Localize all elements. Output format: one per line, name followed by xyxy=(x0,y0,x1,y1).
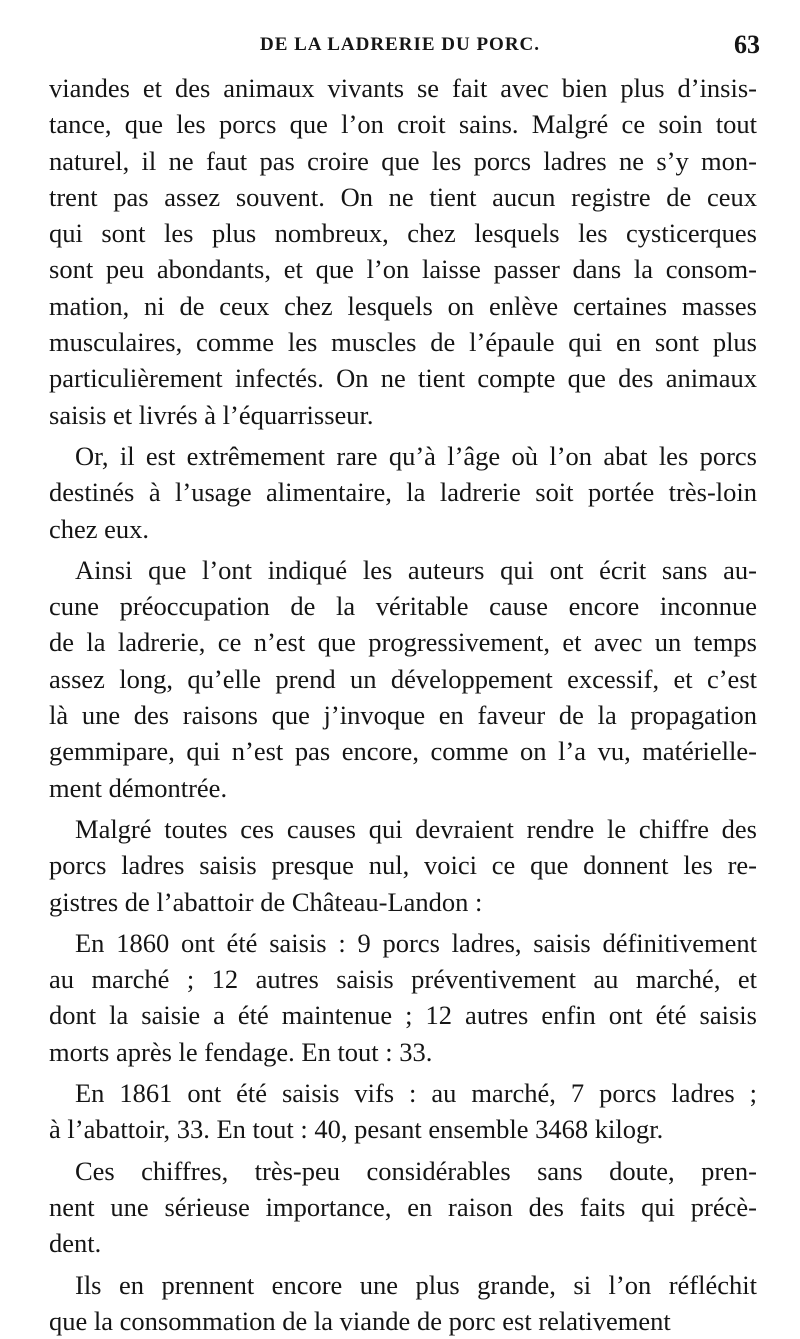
text-line: gistres de l’abattoir de Château-Landon : xyxy=(49,884,757,920)
page-header xyxy=(0,30,800,64)
text-line: Or, il est extrêmement rare qu’à l’âge où l’on abat les porcs xyxy=(49,438,757,474)
text-line: au marché ; 12 autres saisis préventivement au marché, et xyxy=(49,961,757,997)
text-line: saisis et livrés à l’équarrisseur. xyxy=(49,397,757,433)
paragraph xyxy=(49,925,757,1070)
text-line: qui sont les plus nombreux, chez lesquels les cysticerques xyxy=(49,215,757,251)
text-line: sont peu abondants, et que l’on laisse passer dans la consom- xyxy=(49,251,757,287)
text-line: nent une sérieuse importance, en raison des faits qui précè- xyxy=(49,1189,757,1225)
text-line: Ils en prennent encore une plus grande, si l’on réfléchit xyxy=(49,1267,757,1303)
text-line: naturel, il ne faut pas croire que les porcs ladres ne s’y mon- xyxy=(49,143,757,179)
text-line: dont la saisie a été maintenue ; 12 autres enfin ont été saisis xyxy=(49,997,757,1033)
text-line: à l’abattoir, 33. En tout : 40, pesant ensemble 3468 kilogr. xyxy=(49,1111,757,1147)
text-line: En 1861 ont été saisis vifs : au marché, 7 porcs ladres ; xyxy=(49,1075,757,1111)
text-line: tance, que les porcs que l’on croit sains. Malgré ce soin tout xyxy=(49,106,757,142)
text-line: musculaires, comme les muscles de l’épaule qui en sont plus xyxy=(49,324,757,360)
text-line: destinés à l’usage alimentaire, la ladrerie soit portée très-loin xyxy=(49,474,757,510)
text-line: Ces chiffres, très-peu considérables sans doute, pren- xyxy=(49,1153,757,1189)
text-line: cune préoccupation de la véritable cause encore inconnue xyxy=(49,588,757,624)
text-line: là une des raisons que j’invoque en faveur de la propagation xyxy=(49,697,757,733)
text-line: que la consommation de la viande de porc est relativement xyxy=(49,1303,757,1339)
body-text xyxy=(49,70,757,1339)
text-line: porcs ladres saisis presque nul, voici ce que donnent les re- xyxy=(49,847,757,883)
running-title: DE LA LADRERIE DU PORC. xyxy=(0,34,800,56)
text-line: viandes et des animaux vivants se fait avec bien plus d’insis- xyxy=(49,70,757,106)
page-number: 63 xyxy=(734,30,760,60)
paragraph xyxy=(49,811,757,920)
text-line: morts après le fendage. En tout : 33. xyxy=(49,1034,757,1070)
text-line: trent pas assez souvent. On ne tient aucun registre de ceux xyxy=(49,179,757,215)
text-line: Malgré toutes ces causes qui devraient rendre le chiffre des xyxy=(49,811,757,847)
text-line: En 1860 ont été saisis : 9 porcs ladres, saisis définitivement xyxy=(49,925,757,961)
paragraph xyxy=(49,70,757,433)
text-line: particulièrement infectés. On ne tient compte que des animaux xyxy=(49,360,757,396)
text-line: chez eux. xyxy=(49,511,757,547)
paragraph xyxy=(49,1075,757,1148)
text-line: Ainsi que l’ont indiqué les auteurs qui ont écrit sans au- xyxy=(49,552,757,588)
text-line: assez long, qu’elle prend un développement excessif, et c’est xyxy=(49,661,757,697)
text-line: gemmipare, qui n’est pas encore, comme on l’a vu, matérielle- xyxy=(49,733,757,769)
text-line: mation, ni de ceux chez lesquels on enlève certaines masses xyxy=(49,288,757,324)
paragraph xyxy=(49,438,757,547)
text-line: ment démontrée. xyxy=(49,770,757,806)
paragraph xyxy=(49,552,757,806)
paragraph xyxy=(49,1153,757,1262)
paragraph xyxy=(49,1267,757,1339)
text-line: dent. xyxy=(49,1225,757,1261)
text-line: de la ladrerie, ce n’est que progressivement, et avec un temps xyxy=(49,624,757,660)
